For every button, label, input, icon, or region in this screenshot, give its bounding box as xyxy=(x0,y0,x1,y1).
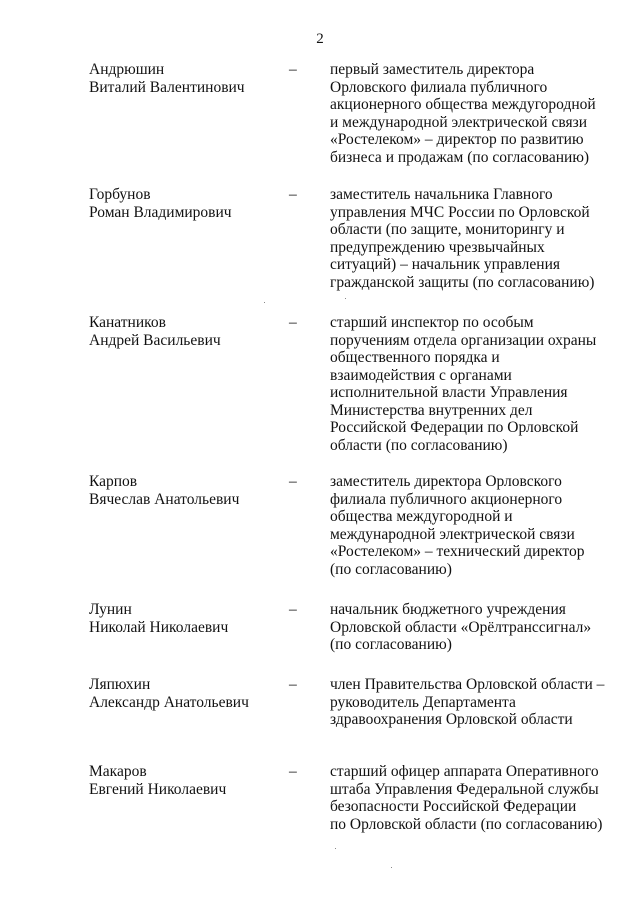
member-name xyxy=(89,186,279,221)
position-line: безопасности Российской Федерации xyxy=(330,798,577,815)
member-surname: Канатников xyxy=(89,314,166,331)
member-position xyxy=(330,186,605,291)
member-name xyxy=(89,676,279,711)
position-line: Министерства внутренних дел xyxy=(330,401,533,419)
position-line: общества междугородной и xyxy=(330,508,513,525)
dash-separator: – xyxy=(289,676,297,693)
member-name xyxy=(89,601,279,636)
member-given-name: Вячеслав Анатольевич xyxy=(89,490,240,508)
dash-separator: – xyxy=(289,473,297,490)
member-surname: Ляпюхин xyxy=(89,676,151,693)
position-line: управления МЧС России по Орловской xyxy=(330,203,590,221)
position-line: исполнительной власти Управления xyxy=(330,384,568,401)
member-name xyxy=(89,314,279,349)
member-name xyxy=(89,61,279,96)
scan-speck xyxy=(264,302,265,303)
member-surname: Андрюшин xyxy=(89,61,165,78)
member-given-name: Виталий Валентинович xyxy=(89,78,245,96)
member-given-name: Александр Анатольевич xyxy=(89,693,249,711)
position-line: международной электрической связи xyxy=(330,525,575,543)
member-surname: Горбунов xyxy=(89,186,151,203)
member-position xyxy=(330,61,605,166)
position-line: заместитель директора Орловского xyxy=(330,473,562,490)
position-line: бизнеса и продажам (по согласованию) xyxy=(330,148,590,166)
position-line: «Ростелеком» – технический директор xyxy=(330,543,585,560)
position-line: (по согласованию) xyxy=(330,636,452,653)
position-line: «Ростелеком» – директор по развитию xyxy=(330,131,584,148)
position-line: штаба Управления Федеральной службы xyxy=(330,780,599,798)
member-position xyxy=(330,601,605,654)
position-line: руководитель Департамента xyxy=(330,693,516,711)
dash-separator: – xyxy=(289,601,297,618)
position-line: член Правительства Орловской области – xyxy=(330,676,605,693)
member-surname: Макаров xyxy=(89,763,147,780)
member-name xyxy=(89,473,279,508)
position-line: старший инспектор по особым xyxy=(330,314,534,331)
position-line: (по согласованию) xyxy=(330,560,452,578)
position-line: поручениям отдела организации охраны xyxy=(330,331,597,349)
dash-separator: – xyxy=(289,186,297,203)
scan-speck xyxy=(345,298,346,299)
position-line: старший офицер аппарата Оперативного xyxy=(330,763,599,780)
position-line: гражданской защиты (по согласованию) xyxy=(330,273,595,291)
member-given-name: Николай Николаевич xyxy=(89,618,229,636)
member-position xyxy=(330,314,605,454)
position-line: и международной электрической связи xyxy=(330,113,587,131)
page-number: 2 xyxy=(316,31,324,47)
member-surname: Карпов xyxy=(89,473,138,490)
dash-separator: – xyxy=(289,314,297,331)
position-line: по Орловской области (по согласованию) xyxy=(330,815,603,833)
member-given-name: Евгений Николаевич xyxy=(89,780,227,798)
dash-separator: – xyxy=(289,61,297,78)
position-line: Орловской области «Орёлтранссигнал» xyxy=(330,618,592,636)
position-line: взаимодействия с органами xyxy=(330,366,512,384)
member-name xyxy=(89,763,279,798)
position-line: начальник бюджетного учреждения xyxy=(330,601,566,618)
member-position xyxy=(330,763,605,833)
member-given-name: Андрей Васильевич xyxy=(89,331,221,349)
position-line: Российской Федерации по Орловской xyxy=(330,419,579,436)
position-line: ситуаций) – начальник управления xyxy=(330,256,561,273)
member-position xyxy=(330,473,605,578)
position-line: первый заместитель директора xyxy=(330,61,535,78)
position-line: области (по согласованию) xyxy=(330,436,508,454)
member-surname: Лунин xyxy=(89,601,132,618)
dash-separator: – xyxy=(289,763,297,780)
position-line: филиала публичного акционерного xyxy=(330,490,563,508)
member-given-name: Роман Владимирович xyxy=(89,203,232,221)
position-line: предупреждению чрезвычайных xyxy=(330,238,545,256)
scan-speck xyxy=(391,867,392,868)
position-line: Орловского филиала публичного xyxy=(330,78,548,96)
position-line: заместитель начальника Главного xyxy=(330,186,553,203)
member-position xyxy=(330,676,605,729)
position-line: области (по защите, мониторингу и xyxy=(330,221,565,238)
position-line: здравоохранения Орловской области xyxy=(330,711,573,728)
scan-speck xyxy=(335,848,336,849)
position-line: общественного порядка и xyxy=(330,349,500,366)
position-line: акционерного общества междугородной xyxy=(330,96,596,113)
